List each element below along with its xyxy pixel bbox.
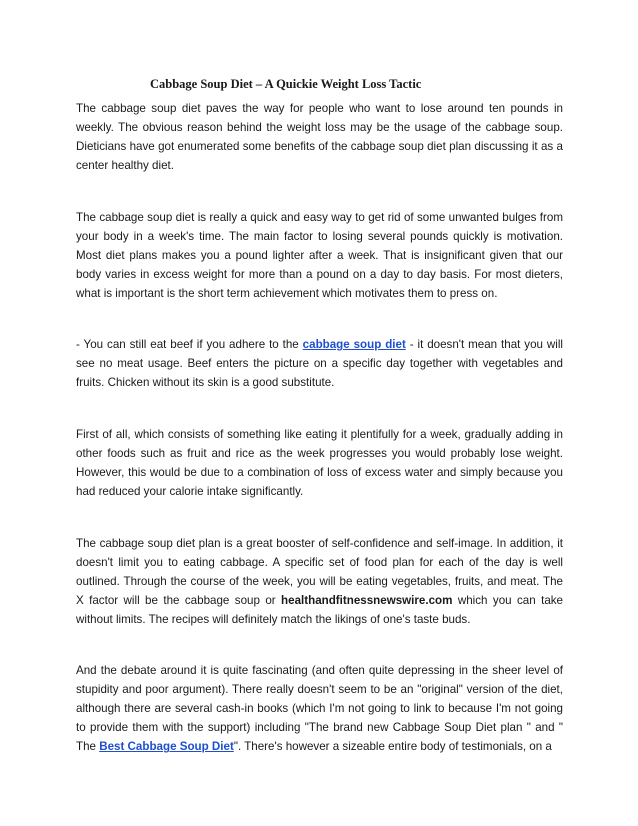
paragraph-booster xyxy=(76,534,563,629)
paragraph-text: ". There's however a sizeable entire body of testimonials, on a xyxy=(233,740,552,754)
paragraph-intro: The cabbage soup diet paves the way for people who want to lose around ten pounds in weekly. The obvious reason behind the weight loss may be the usage of the cabbage soup. Dieticians have got enumerated some benefits of the cabbage soup diet plan discussing it as a center healthy diet. xyxy=(76,102,563,173)
paragraph-text: which you can take without limits. The recipes will definitely match the likings of one's taste buds. xyxy=(76,594,564,627)
best-cabbage-soup-diet-link[interactable]: Best Cabbage Soup Diet xyxy=(99,740,234,754)
paragraph-debate xyxy=(76,661,563,756)
paragraph-text: - it doesn't mean that you will see no meat usage. Beef enters the picture on a specific day together with vegetables and fruits. Chicken without its skin is a good substitute. xyxy=(76,338,563,390)
document-title: Cabbage Soup Diet – A Quickie Weight Loss Tactic xyxy=(150,77,422,91)
website-name: healthandfitnessnewswire.com xyxy=(281,594,453,608)
paragraph-first-of-all: First of all, which consists of something like eating it plentifully for a week, gradually adding in other foods such as fruit and rice as the week progresses you would probably lose weight. However, this would be due to a combination of loss of excess water and simply because you had reduced your calorie intake significantly. xyxy=(76,428,563,499)
cabbage-soup-diet-link[interactable]: cabbage soup diet xyxy=(302,338,406,351)
paragraph-text: - You can still eat beef if you adhere to the xyxy=(76,338,303,351)
paragraph-quick-easy: The cabbage soup diet is really a quick and easy way to get rid of some unwanted bulges from your body in a week's time. The main factor to losing several pounds quickly is motivation. Most diet plans makes you a pound lighter after a week. That is insignificant given that our body varies in excess weight for more than a pound on a day to day basis. For most dieters, what is important is the short term achievement which motivates them to press on. xyxy=(76,211,563,301)
paragraph-text: And the debate around it is quite fascinating (and often quite depressing in the sheer level of stupidity and poor argument). There really doesn't seem to be an "original" version of the diet, although there are several cash-in books (which I'm not going to link to because I'm not going to provide them with the support) including "The brand new Cabbage Soup Diet plan " and " The xyxy=(76,664,563,754)
paragraph-beef xyxy=(76,335,563,392)
paragraph-text: The cabbage soup diet plan is a great booster of self-confidence and self-image. In addition, it doesn't limit you to eating cabbage. A specific set of food plan for each of the day is well outlined. Through the course of the week, you will be eating vegetables, fruits, and meat. The X factor will be the cabbage soup or xyxy=(76,537,563,608)
